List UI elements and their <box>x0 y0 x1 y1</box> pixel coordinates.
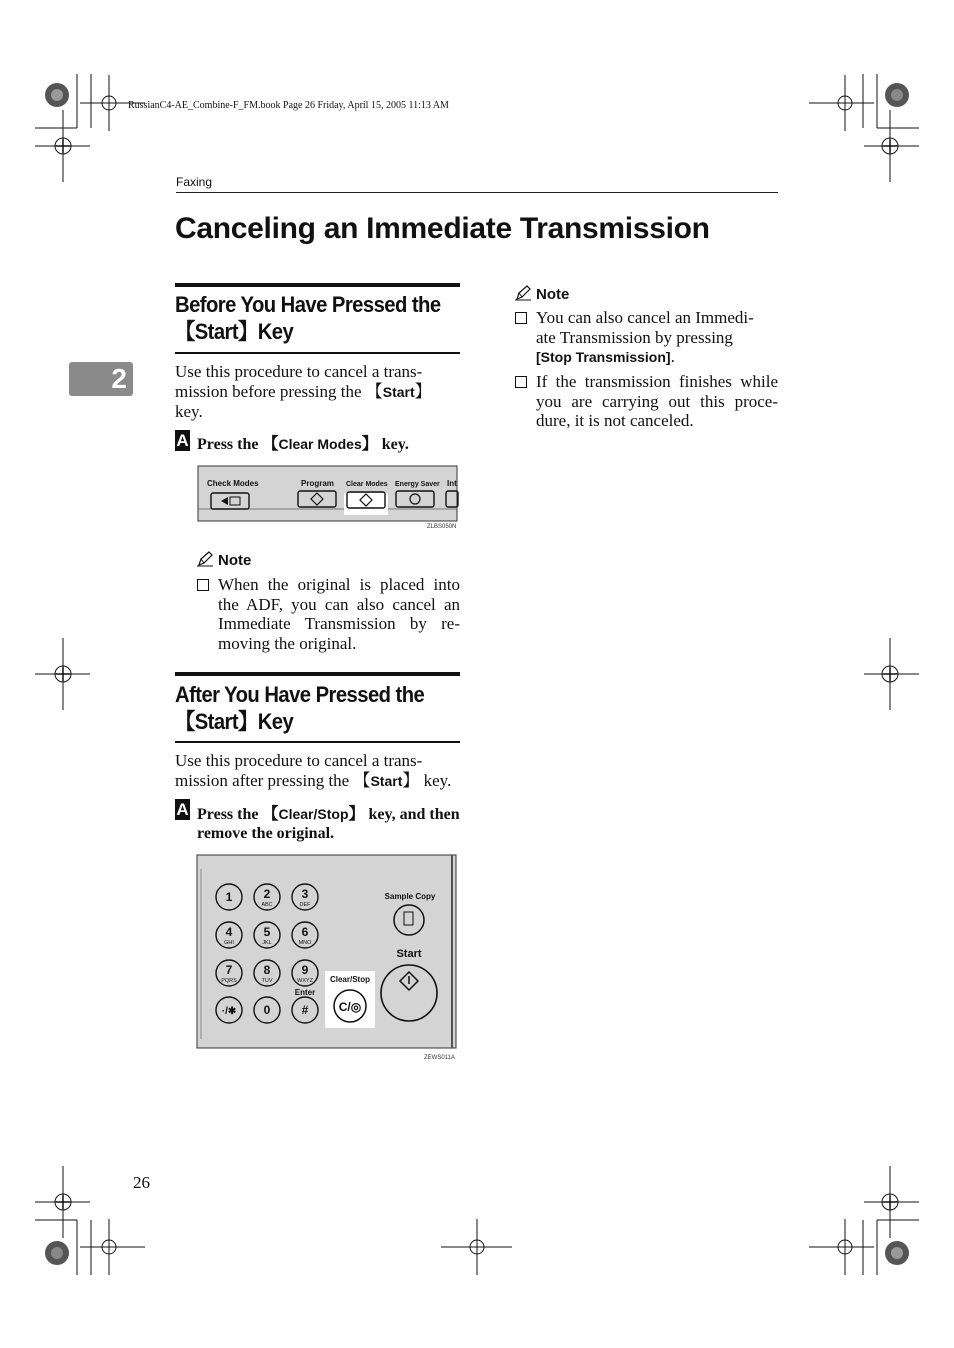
clear-stop-icon: C/◎ <box>338 1000 362 1014</box>
heading-line: Before You Have Pressed the <box>175 292 441 317</box>
keypad-digit: 6 <box>301 925 309 939</box>
intro-line: key. <box>175 402 203 422</box>
step-number-badge: A <box>176 800 189 819</box>
panel-label: Check Modes <box>207 479 259 488</box>
note-punct: . <box>670 347 675 367</box>
step-instruction: Press the 【Clear Modes】 key. <box>197 436 409 453</box>
keypad-letters: JKL <box>262 940 272 946</box>
page-number: 26 <box>133 1173 150 1192</box>
note-text <box>536 308 778 368</box>
intro-line: mission before pressing the 【Start】 <box>175 381 432 401</box>
section-intro <box>175 362 460 422</box>
file-info: RussianC4-AE_Combine-F_FM.book Page 26 Friday, April 15, 2005 11:13 AM <box>128 100 449 111</box>
clear-stop-label: Clear/Stop <box>329 975 371 984</box>
checkbox-bullet-icon <box>197 579 209 591</box>
keypad-letters: ABC <box>261 902 273 908</box>
intro-line: mission after pressing the 【Start】 key. <box>175 770 452 790</box>
heading-line: 【Start】Key <box>175 319 294 344</box>
keypad-letters: WXYZ <box>297 978 313 984</box>
note-line <box>536 347 778 368</box>
panel-label: Program <box>301 479 334 488</box>
note-item <box>197 575 460 653</box>
heading-line: After You Have Pressed the <box>175 682 425 707</box>
page-title: Canceling an Immediate Transmission <box>175 212 710 245</box>
note-text: If the transmission finishes while you are carrying out this proce-dure, it is not canceled. <box>536 372 778 431</box>
step-key: Clear/Stop <box>278 806 349 822</box>
checkbox-bullet-icon <box>515 312 527 324</box>
intro-text: mission after pressing the <box>175 770 354 790</box>
keypad-digit: 9 <box>301 963 309 977</box>
panel-label: Int <box>447 479 457 488</box>
heading-key: Start <box>194 319 239 344</box>
note-line: ate Transmission by pressing <box>536 327 733 347</box>
keypad-letters: DEF <box>299 902 311 908</box>
step-key: Clear Modes <box>278 436 362 452</box>
figure-code: ZEWS011A <box>424 1055 455 1061</box>
stop-transmission-key: [Stop Transmission] <box>536 349 671 366</box>
intro-text: key. <box>419 770 452 790</box>
section-rule-bottom <box>175 741 460 743</box>
panel-label: Energy Saver <box>395 481 440 488</box>
enter-label: Enter <box>294 988 316 997</box>
section-heading-before <box>175 291 442 345</box>
start-label: Start <box>396 948 422 960</box>
step-number-badge: A <box>176 431 189 450</box>
note-text: When the original is placed into the ADF, you can also cancel an Immediate Transmission by re-moving the original. <box>218 575 460 653</box>
note-title: Note <box>218 552 252 569</box>
section-intro <box>175 751 460 791</box>
step-line: Press the 【Clear/Stop】 key, and then <box>197 806 460 823</box>
chapter-number: 2 <box>111 363 127 394</box>
keypad-digit: 5 <box>263 925 271 939</box>
keypad-digit: 8 <box>263 963 271 977</box>
step-text: Press the <box>197 806 263 823</box>
keypad-letters: MNO <box>298 940 312 946</box>
step-line: remove the original. <box>197 825 335 842</box>
section-rule-top <box>175 283 460 287</box>
step-text: key, and then <box>364 806 460 823</box>
pencil-icon <box>197 551 214 567</box>
intro-key: Start <box>382 383 415 400</box>
checkbox-bullet-icon <box>515 376 527 388</box>
keypad-letters: GHI <box>224 940 234 946</box>
keypad-digit: 1 <box>225 890 233 904</box>
intro-key: Start <box>370 772 403 789</box>
control-panel-illustration <box>197 465 460 531</box>
note-item <box>515 308 778 368</box>
note-block-left <box>197 551 251 570</box>
intro-line: Use this procedure to cancel a trans- <box>175 362 423 381</box>
keypad-digit: 7 <box>225 963 233 977</box>
panel-label: Clear Modes <box>346 481 388 488</box>
intro-text: mission before pressing the <box>175 381 366 401</box>
clear-modes-highlight <box>344 493 388 515</box>
pencil-icon <box>515 285 532 301</box>
keypad-digit: # <box>301 1003 309 1017</box>
header-rule <box>176 192 778 193</box>
heading-suffix: Key <box>257 709 294 734</box>
step-instruction <box>197 805 467 843</box>
step-text: Press the <box>197 436 263 453</box>
note-block-right <box>515 285 569 304</box>
step-text: key. <box>377 436 409 453</box>
keypad-digit: ·/✱ <box>221 1006 237 1017</box>
running-head: Faxing <box>176 175 213 189</box>
section-rule-top <box>175 672 460 676</box>
keypad-digit: 4 <box>225 925 233 939</box>
intro-line: Use this procedure to cancel a trans- <box>175 751 423 770</box>
note-item <box>515 372 778 431</box>
note-title: Note <box>536 286 570 303</box>
keypad-digit: 0 <box>263 1003 271 1017</box>
note-line: You can also cancel an Immedi- <box>536 308 754 327</box>
keypad-digit: 3 <box>301 887 309 901</box>
keypad-digit: 2 <box>263 887 271 901</box>
section-heading-after <box>175 681 442 735</box>
sample-copy-label: Sample Copy <box>384 892 436 901</box>
keypad-letters: TUV <box>261 978 273 984</box>
keypad-letters: PQRS <box>221 978 237 984</box>
heading-suffix: Key <box>257 319 294 344</box>
heading-line: 【Start】Key <box>175 709 294 734</box>
heading-key: Start <box>194 709 239 734</box>
chapter-tab <box>69 362 133 396</box>
section-rule-bottom <box>175 352 460 354</box>
figure-code: ZLBS050N <box>427 524 457 530</box>
keypad-illustration <box>196 854 460 1066</box>
